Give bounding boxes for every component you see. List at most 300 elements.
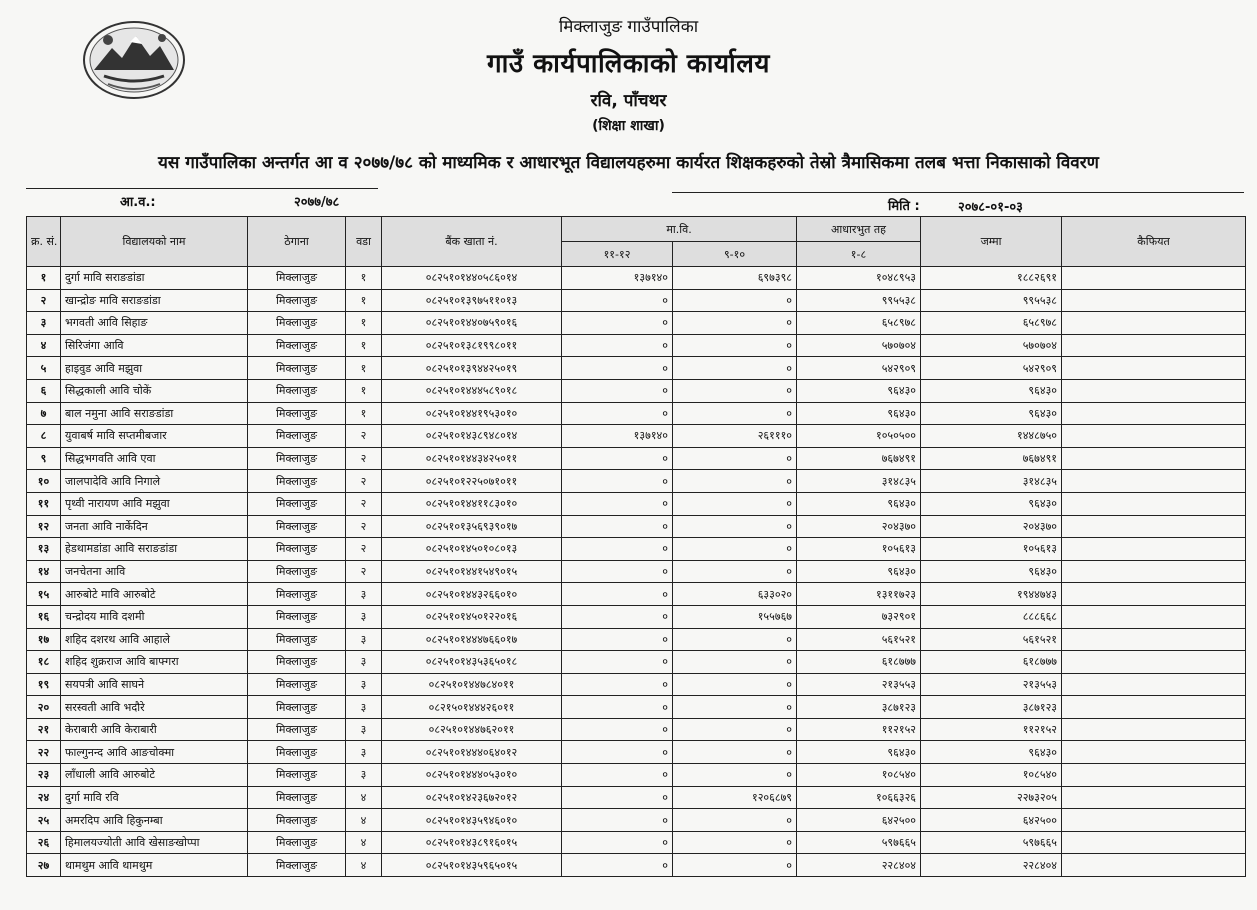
cell-remarks (1062, 447, 1246, 470)
cell-grade-1-8: ६४२५०० (797, 809, 921, 832)
cell-total: १४४८७५० (921, 425, 1062, 448)
cell-grade-9-10: २६१११० (673, 425, 797, 448)
table-row (27, 809, 1246, 832)
cell-school: सयपत्री आवि साघने (61, 673, 248, 696)
cell-school: हिमालयज्योती आवि खेसाङखोप्पा (61, 831, 248, 854)
cell-grade-11-12: ० (562, 764, 673, 787)
table-row (27, 560, 1246, 583)
cell-school: खान्द्रोङ मावि सराङडांडा (61, 289, 248, 312)
cell-ward: १ (346, 402, 382, 425)
table-row (27, 651, 1246, 674)
cell-sn: २५ (27, 809, 61, 832)
cell-location: मिक्लाजुङ (248, 628, 346, 651)
cell-ward: २ (346, 515, 382, 538)
cell-total: ५९७६६५ (921, 831, 1062, 854)
cell-ward: ३ (346, 741, 382, 764)
cell-grade-11-12: ० (562, 786, 673, 809)
table-row (27, 786, 1246, 809)
table-row (27, 764, 1246, 787)
cell-remarks (1062, 402, 1246, 425)
table-row (27, 425, 1246, 448)
fiscal-year-label: आ.व.: (120, 195, 156, 210)
cell-location: मिक्लाजुङ (248, 809, 346, 832)
cell-grade-11-12: ० (562, 538, 673, 561)
table-row (27, 267, 1246, 290)
cell-grade-11-12: ० (562, 628, 673, 651)
cell-location: मिक्लाजुङ (248, 764, 346, 787)
cell-location: मिक्लाजुङ (248, 718, 346, 741)
cell-account: ०८२५१०१४४४०५३०१० (382, 764, 562, 787)
cell-sn: २४ (27, 786, 61, 809)
table-row (27, 673, 1246, 696)
cell-location: मिक्लाजुङ (248, 447, 346, 470)
cell-school: युवाबर्ष मावि सप्तमीबजार (61, 425, 248, 448)
cell-grade-9-10: ० (673, 718, 797, 741)
cell-remarks (1062, 538, 1246, 561)
cell-location: मिक्लाजुङ (248, 379, 346, 402)
cell-total: ७६७४९१ (921, 447, 1062, 470)
cell-total: १९४४७४३ (921, 583, 1062, 606)
cell-grade-1-8: ९६४३० (797, 402, 921, 425)
cell-location: मिक्लाजुङ (248, 515, 346, 538)
cell-account: ०८२५१०१२२५०७१०११ (382, 470, 562, 493)
cell-location: मिक्लाजुङ (248, 854, 346, 877)
cell-grade-1-8: २२८४०४ (797, 854, 921, 877)
header-ward: वडा (346, 217, 382, 267)
cell-total: २२८४०४ (921, 854, 1062, 877)
cell-grade-9-10: ० (673, 831, 797, 854)
cell-grade-1-8: ३८७१२३ (797, 696, 921, 719)
cell-grade-11-12: ० (562, 289, 673, 312)
cell-grade-9-10: ० (673, 651, 797, 674)
cell-sn: ५ (27, 357, 61, 380)
header-school: विद्यालयको नाम (61, 217, 248, 267)
cell-grade-11-12: ० (562, 402, 673, 425)
cell-location: मिक्लाजुङ (248, 786, 346, 809)
cell-grade-9-10: ० (673, 764, 797, 787)
cell-sn: २३ (27, 764, 61, 787)
cell-ward: २ (346, 560, 382, 583)
cell-location: मिक्लाजुङ (248, 560, 346, 583)
cell-total: १८८२६९१ (921, 267, 1062, 290)
cell-sn: २६ (27, 831, 61, 854)
cell-remarks (1062, 831, 1246, 854)
cell-account: ०८२५१०१३९७५११०१३ (382, 289, 562, 312)
cell-account: ०८२५१०१४३८९४८०१४ (382, 425, 562, 448)
cell-grade-9-10: ० (673, 492, 797, 515)
cell-grade-9-10: ० (673, 809, 797, 832)
cell-sn: १२ (27, 515, 61, 538)
cell-remarks (1062, 492, 1246, 515)
cell-ward: ४ (346, 786, 382, 809)
header-grade-1-8: १-८ (797, 242, 921, 267)
table-row (27, 741, 1246, 764)
document-subject: यस गाउँपालिका अन्तर्गत आ व २०७७/७८ को माध्यमिक र आधारभूत विद्यालयहरुमा कार्यरत शिक्षकहरुको तेस्रो त्रैमासिकमा तलब भत्ता निकासाको विवरण (158, 153, 1099, 173)
cell-grade-1-8: १०६६३२६ (797, 786, 921, 809)
cell-sn: १३ (27, 538, 61, 561)
cell-account: ०८२५१०१४५०१०८०१३ (382, 538, 562, 561)
cell-ward: २ (346, 425, 382, 448)
cell-grade-1-8: ९६४३० (797, 741, 921, 764)
cell-school: थामथुम आवि थामथुम (61, 854, 248, 877)
cell-total: ५६१५२१ (921, 628, 1062, 651)
cell-total: ६५८९७८ (921, 312, 1062, 335)
header-grade-11-12: ११-१२ (562, 242, 673, 267)
cell-ward: २ (346, 492, 382, 515)
cell-remarks (1062, 741, 1246, 764)
divider-right (672, 192, 1244, 193)
cell-sn: १ (27, 267, 61, 290)
table-row (27, 357, 1246, 380)
header-secondary: मा.वि. (562, 217, 797, 242)
cell-account: ०८२५१०१३८१९९८०११ (382, 334, 562, 357)
table-row (27, 718, 1246, 741)
cell-account: ०८२५१०१४४४५८९०१८ (382, 379, 562, 402)
cell-sn: ११ (27, 492, 61, 515)
cell-remarks (1062, 425, 1246, 448)
cell-total: ६१८७७७ (921, 651, 1062, 674)
cell-ward: ४ (346, 831, 382, 854)
divider-left (26, 188, 378, 189)
cell-grade-11-12: ० (562, 379, 673, 402)
cell-grade-11-12: ० (562, 673, 673, 696)
header-account: बैंक खाता नं. (382, 217, 562, 267)
table-row (27, 402, 1246, 425)
cell-school: सिद्धकाली आवि चोकें (61, 379, 248, 402)
cell-location: मिक्लाजुङ (248, 312, 346, 335)
cell-grade-11-12: ० (562, 718, 673, 741)
cell-sn: ३ (27, 312, 61, 335)
cell-location: मिक्लाजुङ (248, 425, 346, 448)
header-total: जम्मा (921, 217, 1062, 267)
cell-remarks (1062, 628, 1246, 651)
cell-ward: १ (346, 379, 382, 402)
cell-school: केराबारी आवि केराबारी (61, 718, 248, 741)
cell-grade-1-8: १०४८९५३ (797, 267, 921, 290)
cell-sn: २१ (27, 718, 61, 741)
cell-grade-1-8: ९९५५३८ (797, 289, 921, 312)
cell-ward: ३ (346, 764, 382, 787)
cell-sn: १६ (27, 605, 61, 628)
table-row (27, 831, 1246, 854)
cell-location: मिक्लाजुङ (248, 831, 346, 854)
cell-school: भगवती आवि सिहाङ (61, 312, 248, 335)
cell-grade-9-10: ० (673, 312, 797, 335)
cell-grade-1-8: २०४३७० (797, 515, 921, 538)
cell-grade-11-12: ० (562, 651, 673, 674)
cell-grade-11-12: ० (562, 312, 673, 335)
cell-total: ९६४३० (921, 379, 1062, 402)
cell-school: शहिद शुक्रराज आवि बाफ्गरा (61, 651, 248, 674)
cell-account: ०८२५१०१४३५३६५०१८ (382, 651, 562, 674)
cell-ward: १ (346, 289, 382, 312)
cell-grade-9-10: ० (673, 289, 797, 312)
cell-grade-9-10: ६३३०२० (673, 583, 797, 606)
cell-grade-1-8: ५९७६६५ (797, 831, 921, 854)
cell-grade-1-8: ११२१५२ (797, 718, 921, 741)
cell-grade-1-8: ५७०७०४ (797, 334, 921, 357)
cell-location: मिक्लाजुङ (248, 673, 346, 696)
cell-ward: १ (346, 312, 382, 335)
fiscal-year-value: २०७७/७८ (294, 195, 340, 210)
cell-school: हेडथामडांडा आवि सराङडांडा (61, 538, 248, 561)
cell-grade-1-8: ९६४३० (797, 560, 921, 583)
salary-release-table (26, 216, 1246, 877)
cell-school: सिरिजंगा आवि (61, 334, 248, 357)
table-row (27, 854, 1246, 877)
cell-remarks (1062, 312, 1246, 335)
cell-remarks (1062, 651, 1246, 674)
cell-grade-11-12: १३७१४० (562, 267, 673, 290)
cell-grade-1-8: ३१४८३५ (797, 470, 921, 493)
cell-remarks (1062, 379, 1246, 402)
cell-school: जालपादेवि आवि निगाले (61, 470, 248, 493)
table-row (27, 628, 1246, 651)
cell-grade-11-12: ० (562, 831, 673, 854)
date-value: २०७८-०१-०३ (958, 200, 1023, 215)
cell-grade-1-8: ९६४३० (797, 492, 921, 515)
cell-total: ९९५५३८ (921, 289, 1062, 312)
cell-grade-1-8: ५६१५२१ (797, 628, 921, 651)
cell-location: मिक्लाजुङ (248, 538, 346, 561)
table-row (27, 492, 1246, 515)
cell-school: आरुबोटे मावि आरुबोटे (61, 583, 248, 606)
cell-ward: ३ (346, 651, 382, 674)
cell-account: ०८२५१०१४४०५८६०१४ (382, 267, 562, 290)
cell-location: मिक्लाजुङ (248, 741, 346, 764)
cell-account: ०८२५१०१४४११८३०१० (382, 492, 562, 515)
table-row (27, 334, 1246, 357)
cell-total: ११२१५२ (921, 718, 1062, 741)
cell-grade-9-10: ० (673, 854, 797, 877)
cell-grade-11-12: ० (562, 334, 673, 357)
cell-grade-11-12: ० (562, 447, 673, 470)
cell-remarks (1062, 470, 1246, 493)
cell-grade-1-8: २१३५५३ (797, 673, 921, 696)
cell-location: मिक्लाजुङ (248, 334, 346, 357)
cell-sn: १७ (27, 628, 61, 651)
cell-account: ०८२५१०१४३५९६५०१५ (382, 854, 562, 877)
cell-total: ६४२५०० (921, 809, 1062, 832)
cell-remarks (1062, 854, 1246, 877)
cell-school: पृथ्वी नारायण आवि मझुवा (61, 492, 248, 515)
cell-account: ०८२५१०१४४७८४०११ (382, 673, 562, 696)
cell-total: ९६४३० (921, 402, 1062, 425)
cell-sn: २० (27, 696, 61, 719)
cell-grade-11-12: ० (562, 515, 673, 538)
cell-ward: ४ (346, 809, 382, 832)
table-row (27, 583, 1246, 606)
cell-location: मिक्लाजुङ (248, 357, 346, 380)
cell-sn: २७ (27, 854, 61, 877)
cell-grade-9-10: ० (673, 402, 797, 425)
header-grade-9-10: ९-१० (673, 242, 797, 267)
cell-sn: १९ (27, 673, 61, 696)
cell-grade-9-10: ० (673, 673, 797, 696)
cell-school: सरस्वती आवि भदौरे (61, 696, 248, 719)
cell-total: २०४३७० (921, 515, 1062, 538)
cell-total: ३८७१२३ (921, 696, 1062, 719)
cell-sn: १८ (27, 651, 61, 674)
cell-total: ८८८६६८ (921, 605, 1062, 628)
cell-school: जनचेतना आवि (61, 560, 248, 583)
cell-sn: ९ (27, 447, 61, 470)
cell-account: ०८२५१०१४५०१२२०१६ (382, 605, 562, 628)
cell-sn: ४ (27, 334, 61, 357)
cell-grade-11-12: ० (562, 741, 673, 764)
cell-remarks (1062, 764, 1246, 787)
cell-total: ५७०७०४ (921, 334, 1062, 357)
table-row (27, 696, 1246, 719)
cell-ward: २ (346, 447, 382, 470)
cell-ward: २ (346, 538, 382, 561)
cell-grade-9-10: ० (673, 470, 797, 493)
cell-account: ०८२५१०१४४०७५९०१६ (382, 312, 562, 335)
table-row (27, 605, 1246, 628)
cell-account: ०८२५१०१४४१९५३०१० (382, 402, 562, 425)
cell-grade-1-8: १०५०५०० (797, 425, 921, 448)
office-title: गाउँ कार्यपालिकाको कार्यालय (487, 49, 770, 79)
cell-remarks (1062, 673, 1246, 696)
cell-location: मिक्लाजुङ (248, 492, 346, 515)
cell-grade-1-8: १३११७२३ (797, 583, 921, 606)
cell-account: ०८२५१०१३९४४२५०१९ (382, 357, 562, 380)
cell-sn: १० (27, 470, 61, 493)
cell-ward: ३ (346, 696, 382, 719)
cell-total: २१३५५३ (921, 673, 1062, 696)
cell-account: ०८२५१०१४४४७६६०१७ (382, 628, 562, 651)
cell-ward: ३ (346, 583, 382, 606)
cell-total: ९६४३० (921, 560, 1062, 583)
table-row (27, 538, 1246, 561)
section-name: (शिक्षा शाखा) (592, 118, 665, 134)
cell-grade-11-12: १३७१४० (562, 425, 673, 448)
cell-grade-9-10: ० (673, 696, 797, 719)
cell-grade-1-8: ७३२९०१ (797, 605, 921, 628)
table-row (27, 447, 1246, 470)
table-row (27, 379, 1246, 402)
cell-sn: १५ (27, 583, 61, 606)
cell-remarks (1062, 809, 1246, 832)
cell-remarks (1062, 583, 1246, 606)
cell-remarks (1062, 334, 1246, 357)
cell-remarks (1062, 786, 1246, 809)
table-row (27, 289, 1246, 312)
cell-account: ०८२५१०१४४३२६६०१० (382, 583, 562, 606)
cell-ward: २ (346, 470, 382, 493)
cell-ward: ३ (346, 718, 382, 741)
cell-grade-1-8: १०५६१३ (797, 538, 921, 561)
cell-account: ०८२५१०१४४१५४९०१५ (382, 560, 562, 583)
cell-grade-9-10: ० (673, 628, 797, 651)
header-location: ठेगाना (248, 217, 346, 267)
cell-grade-1-8: ६५८९७८ (797, 312, 921, 335)
cell-account: ०८२५१०१४४७६२०११ (382, 718, 562, 741)
cell-sn: २ (27, 289, 61, 312)
municipality-name: मिक्लाजुङ गाउँपालिका (558, 17, 699, 37)
cell-remarks (1062, 515, 1246, 538)
cell-total: ५४२९०९ (921, 357, 1062, 380)
cell-grade-11-12: ० (562, 357, 673, 380)
cell-grade-1-8: ७६७४९१ (797, 447, 921, 470)
cell-grade-9-10: ० (673, 357, 797, 380)
table-row (27, 515, 1246, 538)
cell-total: ३१४८३५ (921, 470, 1062, 493)
cell-grade-9-10: ० (673, 741, 797, 764)
cell-location: मिक्लाजुङ (248, 696, 346, 719)
cell-account: ०८२५१०१४२३६७२०१२ (382, 786, 562, 809)
cell-grade-11-12: ० (562, 583, 673, 606)
cell-ward: ४ (346, 854, 382, 877)
cell-grade-11-12: ० (562, 560, 673, 583)
cell-sn: २२ (27, 741, 61, 764)
cell-school: हाइवुड आवि मझुवा (61, 357, 248, 380)
cell-account: ०८२५१०१३५६९३९०१७ (382, 515, 562, 538)
cell-grade-11-12: ० (562, 696, 673, 719)
cell-location: मिक्लाजुङ (248, 651, 346, 674)
cell-grade-1-8: ५४२९०९ (797, 357, 921, 380)
cell-location: मिक्लाजुङ (248, 583, 346, 606)
cell-remarks (1062, 605, 1246, 628)
cell-location: मिक्लाजुङ (248, 605, 346, 628)
cell-total: ९६४३० (921, 741, 1062, 764)
cell-grade-9-10: ० (673, 447, 797, 470)
cell-ward: १ (346, 334, 382, 357)
cell-sn: १४ (27, 560, 61, 583)
cell-location: मिक्लाजुङ (248, 267, 346, 290)
cell-sn: ८ (27, 425, 61, 448)
cell-grade-9-10: ० (673, 379, 797, 402)
cell-grade-11-12: ० (562, 492, 673, 515)
cell-school: दुर्गा मावि रवि (61, 786, 248, 809)
cell-location: मिक्लाजुङ (248, 289, 346, 312)
cell-remarks (1062, 718, 1246, 741)
cell-total: १०५६१३ (921, 538, 1062, 561)
cell-remarks (1062, 357, 1246, 380)
cell-grade-1-8: ९६४३० (797, 379, 921, 402)
cell-grade-11-12: ० (562, 809, 673, 832)
cell-grade-1-8: ६१८७७७ (797, 651, 921, 674)
cell-grade-9-10: ० (673, 560, 797, 583)
cell-grade-9-10: ० (673, 334, 797, 357)
cell-grade-9-10: १२०६८७९ (673, 786, 797, 809)
cell-remarks (1062, 289, 1246, 312)
cell-total: ९६४३० (921, 492, 1062, 515)
cell-ward: ३ (346, 628, 382, 651)
cell-account: ०८२५१०१४३५९४६०१० (382, 809, 562, 832)
cell-grade-11-12: ० (562, 854, 673, 877)
cell-location: मिक्लाजुङ (248, 402, 346, 425)
cell-grade-11-12: ० (562, 470, 673, 493)
cell-sn: ६ (27, 379, 61, 402)
cell-grade-9-10: ० (673, 538, 797, 561)
cell-location: मिक्लाजुङ (248, 470, 346, 493)
cell-school: जनता आवि नार्केदिन (61, 515, 248, 538)
table-row (27, 470, 1246, 493)
cell-school: फाल्गुनन्द आवि आङचोक्मा (61, 741, 248, 764)
header-basic: आधारभुत तह (797, 217, 921, 242)
header-remarks: कैफियत (1062, 217, 1246, 267)
cell-ward: ३ (346, 605, 382, 628)
cell-school: बाल नमुना आवि सराङडांडा (61, 402, 248, 425)
header-sn: क्र. सं. (27, 217, 61, 267)
cell-ward: १ (346, 267, 382, 290)
cell-account: ०८२५१०१४४३४२५०११ (382, 447, 562, 470)
cell-remarks (1062, 267, 1246, 290)
cell-grade-11-12: ० (562, 605, 673, 628)
date-label: मिति : (888, 199, 920, 214)
cell-school: चन्द्रोदय मावि दशमी (61, 605, 248, 628)
